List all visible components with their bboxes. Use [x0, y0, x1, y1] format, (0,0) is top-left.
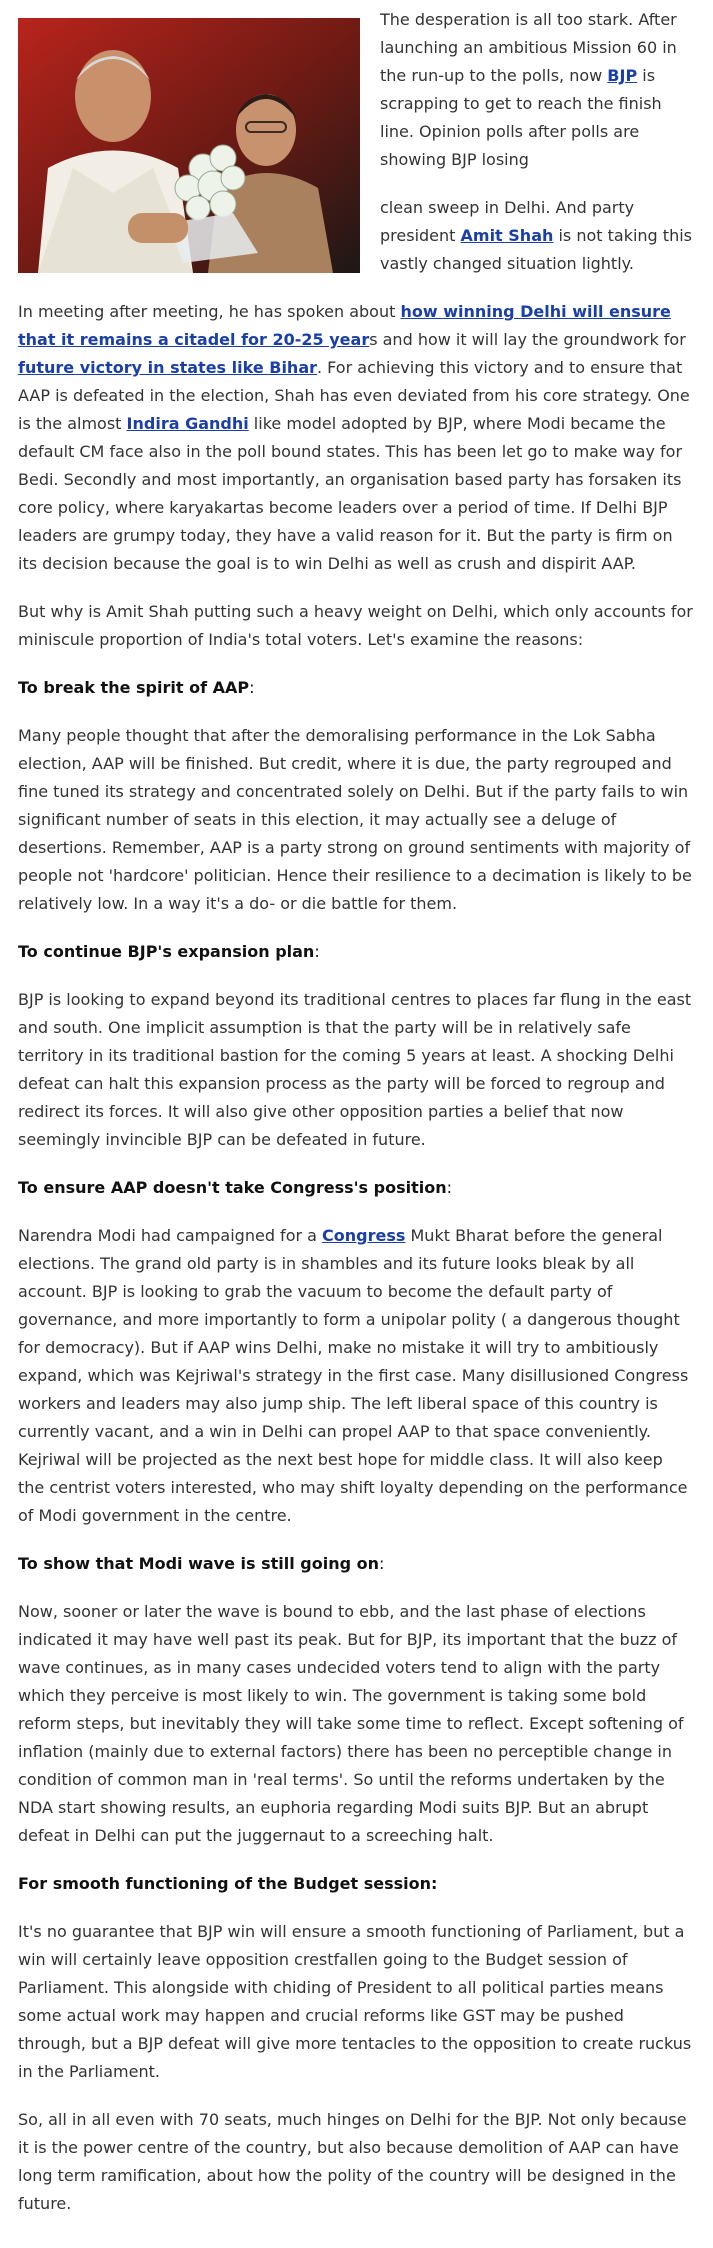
section3-heading-text: To ensure AAP doesn't take Congress's position [18, 1178, 447, 1197]
section3-colon: : [446, 1178, 453, 1197]
intro-text-d: is not taking this vastly changed situation lightly. [380, 226, 692, 273]
intro-text-b: is scrapping to get to reach the finish line. Opinion polls after polls are showing BJP losing [380, 66, 662, 169]
section2-body: BJP is looking to expand beyond its traditional centres to places far flung in the east and south. One implicit assumption is that the party will be in relatively safe territory in its traditional bastion for the coming 5 years at least. A shocking Delhi defeat can halt this expansion process as the party will be forced to regroup and redirect its forces. It will also give other opposition parties a belief that now seemingly invincible BJP can be defeated in future. [18, 990, 692, 1149]
section3-body [18, 1222, 693, 1530]
section1-heading-text: To break the spirit of AAP [18, 678, 250, 697]
section2-heading-text: To continue BJP's expansion plan [18, 942, 315, 961]
link-bjp[interactable]: BJP [607, 66, 638, 85]
p2-text-a: In meeting after meeting, he has spoken about [18, 302, 401, 321]
link-congress[interactable]: Congress [322, 1226, 406, 1245]
reasons-intro-paragraph: But why is Amit Shah putting such a heavy weight on Delhi, which only accounts for miniscule proportion of India's total voters. Let's examine the reasons: [18, 602, 693, 649]
link-amit-shah[interactable]: Amit Shah [460, 226, 554, 245]
intro-overlap-spacer [380, 174, 693, 194]
section3-text-b: Mukt Bharat before the general elections. The grand old party is in shambles and its future looks bleak by all account. BJP is looking to grab the vacuum to become the default party of governance, and more importantly to form a unipolar polity ( a dangerous thought for democracy). But if AAP wins Delhi, make no mistake it will try to ambitiously expand, which was Kejriwal's strategy in the first case. Many disillusioned Congress workers and leaders may also jump ship. The left liberal space of this country is currently vacant, and a win in Delhi can propel AAP to that space conveniently. Kejriwal will be projected as the next best hope for middle class. It will also keep the centrist voters interested, who may shift loyalty depending on the performance of Modi government in the centre. [18, 1226, 689, 1525]
link-indira-gandhi[interactable]: Indira Gandhi [126, 414, 249, 433]
p2-text-b: s and how it will lay the groundwork for [369, 330, 686, 349]
p2-text-d: like model adopted by BJP, where Modi became the default CM face also in the poll bound states. This has been let go to make way for Bedi. Secondly and most importantly, an organisation based party has forsaken its core policy, where karyakartas become leaders over a period of time. If Delhi BJP leaders are grumpy today, they have a valid reason for it. But the party is firm on its decision because the goal is to win Delhi as well as crush and dispirit AAP. [18, 414, 683, 573]
strategy-paragraph [18, 298, 693, 578]
section1-colon: : [249, 678, 255, 697]
section4-colon: : [379, 1554, 385, 1573]
photo-illustration [18, 18, 360, 273]
section-heading-expansion [18, 938, 693, 966]
article-photo [18, 18, 360, 273]
section-heading-budget-session: For smooth functioning of the Budget session: [18, 1874, 438, 1893]
section-heading-modi-wave [18, 1550, 693, 1578]
section-heading-congress-position [18, 1174, 693, 1202]
intro-text-c: clean sweep in Delhi. And party president [380, 198, 635, 245]
section-heading-aap-spirit [18, 674, 693, 702]
section2-colon: : [314, 942, 320, 961]
section4-body: Now, sooner or later the wave is bound to ebb, and the last phase of elections indicated it may have well past its peak. But for BJP, its important that the buzz of wave continues, as in many cases undecided voters tend to align with the party which they perceive is most likely to win. The government is taking some bold reform steps, but inevitably they will take some time to reflect. Except softening of inflation (mainly due to external factors) there has been no perceptible change in condition of common man in 'real terms'. So until the reforms undertaken by the NDA start showing results, an euphoria regarding Modi suits BJP. But an abrupt defeat in Delhi can put the juggernaut to a screeching halt. [18, 1602, 684, 1845]
link-bihar-victory[interactable]: future victory in states like Bihar [18, 358, 317, 377]
p2-text-c: . For achieving this victory and to ensure that AAP is defeated in the election, Shah has even deviated from his core strategy. One is the almost [18, 358, 690, 433]
section4-heading-text: To show that Modi wave is still going on [18, 1554, 380, 1573]
section3-text-a: Narendra Modi had campaigned for a [18, 1226, 323, 1245]
intro-text-a: The desperation is all too stark. After launching an ambitious Mission 60 in the run-up to the polls, now [380, 10, 677, 85]
section5-body: It's no guarantee that BJP win will ensure a smooth functioning of Parliament, but a win will certainly leave opposition crestfallen going to the Budget session of Parliament. This alongside with chiding of President to all political parties means some actual work may happen and crucial reforms like GST may be pushed through, but a BJP defeat will give more tentacles to the opposition to create ruckus in the Parliament. [18, 1922, 692, 2081]
link-delhi-citadel[interactable]: how winning Delhi will ensure that it remains a citadel for 20-25 year [18, 302, 671, 349]
section1-body: Many people thought that after the demoralising performance in the Lok Sabha election, AAP will be finished. But credit, where it is due, the party regrouped and fine tuned its strategy and concentrated solely on Delhi. But if the party fails to win significant number of seats in this election, it may actually see a deluge of desertions. Remember, AAP is a party strong on ground sentiments with majority of people not 'hardcore' politician. Hence their resilience to a decimation is likely to be relatively low. In a way it's a do- or die battle for them. [18, 726, 692, 913]
conclusion-paragraph: So, all in all even with 70 seats, much hinges on Delhi for the BJP. Not only because it is the power centre of the country, but also because demolition of AAP can have long term ramification, about how the polity of the country will be designed in the future. [18, 2110, 687, 2213]
